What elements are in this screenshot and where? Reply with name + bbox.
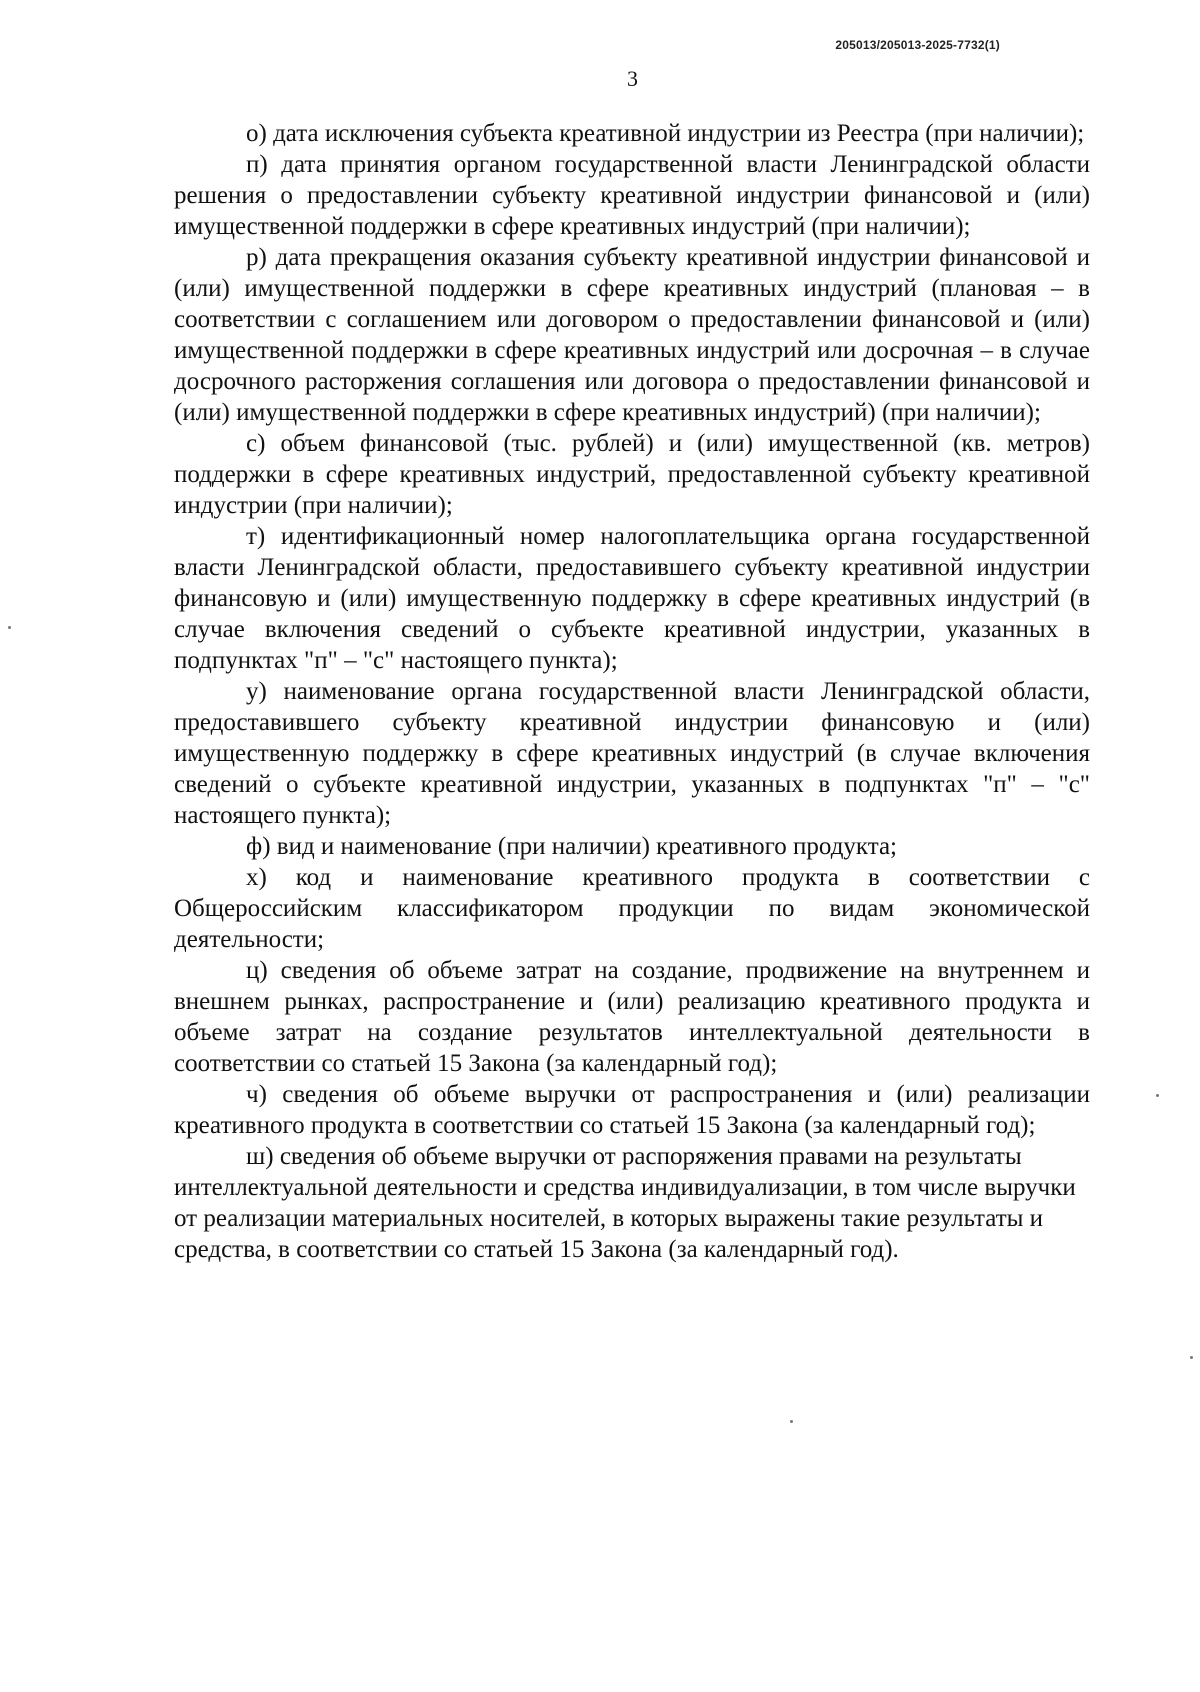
- paragraph-ts: ц) сведения об объеме затрат на создание, продвижение на внутреннем и внешнем рынках, распространение и (или) реализацию креативного продукта и объеме затрат на создание результатов интеллектуальной деятельности в соответствии со статьей 15 Закона (за календарный год);: [174, 957, 1090, 1077]
- paragraph-f: ф) вид и наименование (при наличии) креативного продукта;: [246, 833, 898, 860]
- paragraph-o: о) дата исключения субъекта креативной индустрии из Реестра (при наличии);: [246, 120, 1085, 147]
- document-id: 205013/205013-2025-7732(1): [835, 38, 1000, 52]
- scan-speck: [1190, 1356, 1193, 1359]
- paragraph-sh: ш) сведения об объеме выручки от распоряжения правами на результаты интеллектуальной деятельности и средства индивидуализации, в том числе выручки от реализации материальных носителей, в которых выражены такие результаты и средства, в соответствии со статьей 15 Закона (за календарный год).: [174, 1143, 1076, 1263]
- paragraph-t: т) идентификационный номер налогоплательщика органа государственной власти Ленинградской области, предоставившего субъекту креативной индустрии финансовую и (или) имущественную поддержку в сфере креативных индустрий (в случае включения сведений о субъекте креативной индустрии, указанных в подпунктах "п" – "с" настоящего пункта);: [174, 523, 1090, 674]
- scan-speck: [790, 1420, 793, 1423]
- paragraph-r: р) дата прекращения оказания субъекту креативной индустрии финансовой и (или) имущественной поддержки в сфере креативных индустрий (плановая – в соответствии с соглашением или договором о предоставлении финансовой и (или) имущественной поддержки в сфере креативных индустрий или досрочная – в случае досрочного расторжения соглашения или договора о предоставлении финансовой и (или) имущественной поддержки в сфере креативных индустрий) (при наличии);: [174, 244, 1090, 426]
- document-body: [174, 118, 1090, 1265]
- paragraph-p: п) дата принятия органом государственной власти Ленинградской области решения о предоставлении субъекту креативной индустрии финансовой и (или) имущественной поддержки в сфере креативных индустрий (при наличии);: [174, 151, 1090, 240]
- page-number: 3: [627, 66, 638, 91]
- paragraph-kh: х) код и наименование креативного продукта в соответствии с Общероссийским классификатором продукции по видам экономической деятельности;: [174, 864, 1090, 953]
- paragraph-u: у) наименование органа государственной власти Ленинградской области, предоставившего субъекту креативной индустрии финансовую и (или) имущественную поддержку в сфере креативных индустрий (в случае включения сведений о субъекте креативной индустрии, указанных в подпунктах "п" – "с" настоящего пункта);: [174, 678, 1090, 829]
- paragraph-ch: ч) сведения об объеме выручки от распространения и (или) реализации креативного продукта в соответствии со статьей 15 Закона (за календарный год);: [174, 1081, 1090, 1139]
- scan-speck: [1156, 1094, 1159, 1097]
- paragraph-s: с) объем финансовой (тыс. рублей) и (или) имущественной (кв. метров) поддержки в сфере креативных индустрий, предоставленной субъекту креативной индустрии (при наличии);: [174, 430, 1090, 519]
- scan-speck: [8, 626, 11, 629]
